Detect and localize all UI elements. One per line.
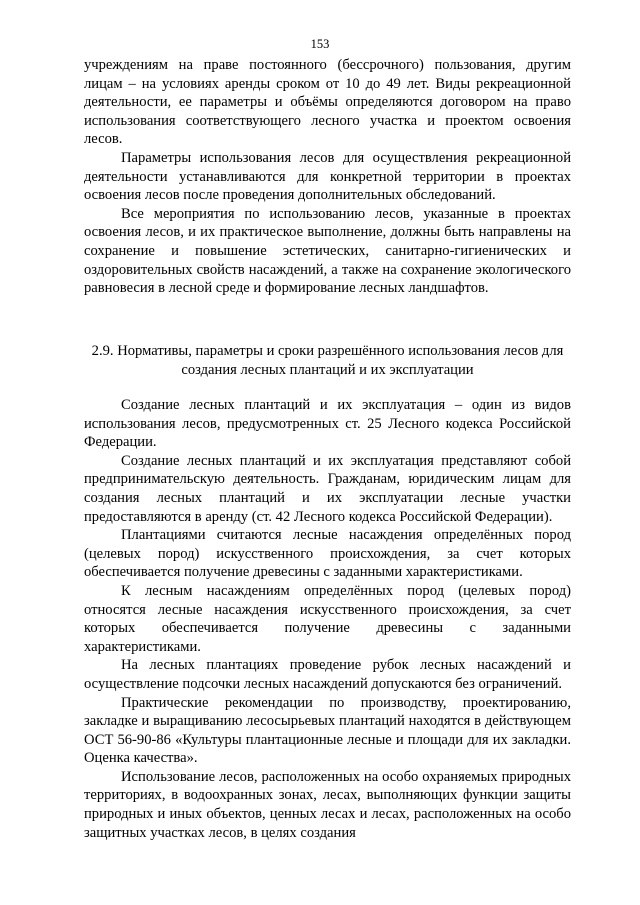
paragraph: Практические рекомендации по производству, проектированию, закладке и выращиванию лесосырьевых плантаций находятся в действующем ОСТ 56-90-86 «Культуры плантационные лесные и площади для их закладки. Оценка качества». — [84, 694, 571, 767]
section-heading — [84, 342, 571, 379]
paragraph: Все мероприятия по использованию лесов, указанные в проектах освоения лесов, и их практическое выполнение, должны быть направлены на сохранение и повышение эстетических, санитарно-гигиенических и оздоровительных свойств насаждений, а также на сохранение экологического равновесия в лесной среде и формирование лесных ландшафтов. — [84, 205, 571, 297]
paragraph: учреждениям на праве постоянного (бессрочного) пользования, другим лицам – на условиях аренды сроком от 10 до 49 лет. Виды рекреационной деятельности, ее параметры и объёмы определяются договором на право использования соответствующего лесного участка и проектом освоения лесов. — [84, 57, 571, 148]
page-number: 153 — [310, 37, 330, 51]
paragraph: К лесным насаждениям определённых пород (целевых пород) относятся лесные насаждения искусственного происхождения, за счет которых обеспечивается получение древесины с заданными характеристиками. — [84, 582, 571, 655]
paragraph: На лесных плантациях проведение рубок лесных насаждений и осуществление подсочки лесных насаждений допускаются без ограничений. — [84, 657, 571, 692]
paragraph: Создание лесных плантаций и их эксплуатация – один из видов использования лесов, предусмотренных ст. 25 Лесного кодекса Российской Федерации. — [84, 397, 571, 451]
paragraph: Плантациями считаются лесные насаждения определённых пород (целевых пород) искусственного происхождения, за счет которых обеспечивается получение древесины с заданными характеристиками. — [84, 527, 571, 581]
text-block-plantations — [84, 396, 571, 842]
text-block-recreation — [84, 56, 571, 298]
section-heading-line: 2.9. Нормативы, параметры и сроки разрешённого использования лесов для — [91, 343, 564, 359]
paragraph: Создание лесных плантаций и их эксплуатация представляют собой предпринимательскую деятельность. Гражданам, юридическим лицам для создания лесных плантаций и их эксплуатации лесные участки предоставляются в аренду (ст. 42 Лесного кодекса Российской Федерации). — [84, 452, 571, 525]
paragraph: Использование лесов, расположенных на особо охраняемых природных территориях, в водоохранных зонах, лесах, выполняющих функции защиты природных и иных объектов, ценных лесах и лесах, расположенных на особо защитных участках лесов, в целях создания — [84, 768, 571, 841]
section-heading-line: создания лесных плантаций и их эксплуатации — [181, 361, 474, 378]
paragraph: Параметры использования лесов для осуществления рекреационной деятельности устанавливаются для конкретной территории в проектах освоения лесов после проведения дополнительных обследований. — [84, 149, 571, 204]
